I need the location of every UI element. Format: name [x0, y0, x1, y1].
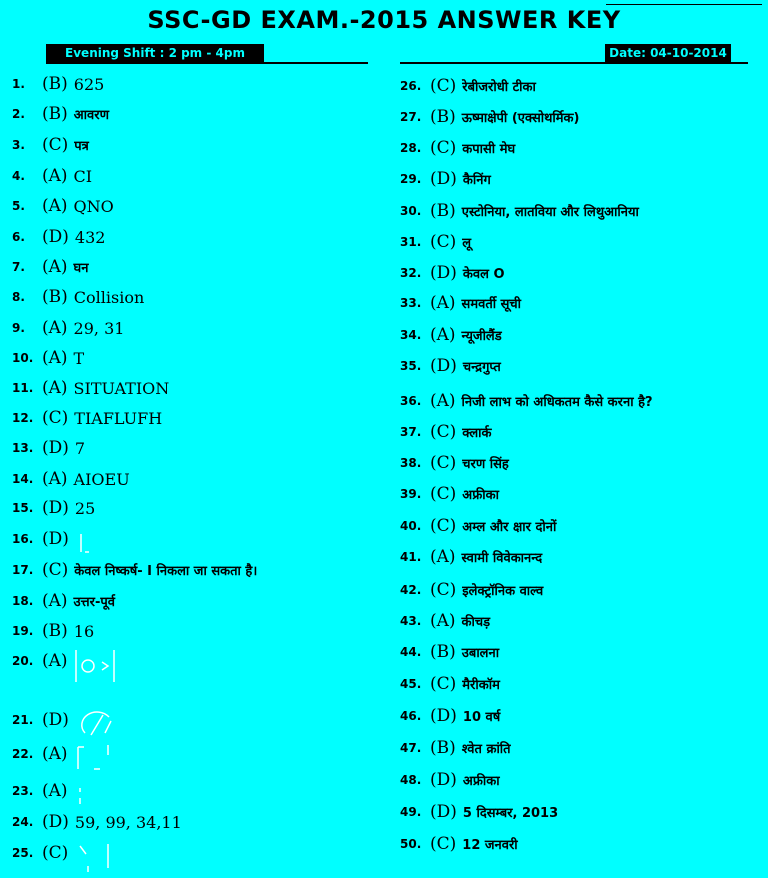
question-number: 14. [12, 472, 34, 486]
question-number: 47. [400, 741, 422, 755]
answer-option: (A) [430, 293, 456, 313]
answer-row [12, 344, 84, 372]
divider-right [400, 62, 748, 64]
answer-text: T [73, 348, 85, 368]
answer-text: इलेक्ट्रॉनिक वाल्व [462, 584, 544, 599]
question-number: 6. [12, 230, 25, 244]
answer-text: केवल निष्कर्ष- I निकला जा सकता है। [74, 564, 258, 579]
answer-row [12, 70, 104, 98]
answer-row [12, 494, 95, 522]
question-number: 8. [12, 290, 25, 304]
answer-row [12, 100, 109, 128]
answer-text: लू [462, 236, 472, 251]
question-number: 25. [12, 846, 34, 860]
answer-row [12, 465, 130, 493]
answer-option: (A) [430, 547, 456, 567]
answer-row [12, 404, 162, 432]
figure-answer-22 [74, 741, 118, 767]
answer-text: TIAFLUFH [74, 408, 163, 428]
answer-text: 625 [73, 74, 105, 94]
answer-option: (A) [42, 781, 68, 801]
question-number: 33. [400, 296, 422, 310]
answer-option: (B) [430, 738, 456, 758]
question-number: 44. [400, 645, 422, 659]
question-number: 49. [400, 805, 422, 819]
answer-row [400, 638, 499, 666]
answer-text: QNO [73, 196, 114, 216]
question-number: 43. [400, 614, 422, 628]
answer-row [12, 253, 88, 281]
answer-row [400, 576, 543, 604]
answer-option: (D) [430, 263, 457, 283]
answer-row [400, 72, 536, 100]
date-badge: Date: 04-10-2014 [605, 44, 731, 62]
answer-text: स्वामी विवेकानन्द [461, 551, 543, 566]
answer-option: (C) [430, 138, 457, 158]
answer-option: (A) [42, 591, 68, 611]
answer-option: (B) [42, 287, 68, 307]
answer-option: (C) [42, 843, 69, 863]
answer-option: (B) [430, 107, 456, 127]
answer-text: घन [73, 261, 89, 276]
answer-option: (D) [430, 706, 457, 726]
question-number: 35. [400, 359, 422, 373]
answer-option: (D) [430, 770, 457, 790]
question-number: 28. [400, 141, 422, 155]
answer-text: ऊष्माक्षेपी (एक्सोथर्मिक) [461, 111, 580, 126]
question-number: 12. [12, 411, 34, 425]
figure-answer-23 [74, 778, 118, 804]
answer-row [12, 192, 114, 220]
answer-option: (A) [42, 257, 68, 277]
question-number: 23. [12, 784, 34, 798]
answer-option: (A) [42, 744, 68, 764]
question-number: 13. [12, 441, 34, 455]
answer-row [400, 830, 518, 858]
answer-option: (D) [42, 812, 69, 832]
answer-row [400, 228, 471, 256]
question-number: 48. [400, 773, 422, 787]
question-number: 46. [400, 709, 422, 723]
answer-text: 12 जनवरी [462, 838, 518, 853]
question-number: 3. [12, 138, 25, 152]
answer-option: (A) [430, 611, 456, 631]
answer-row [400, 670, 500, 698]
answer-row [400, 734, 511, 762]
answer-row [12, 374, 169, 402]
answer-text: निजी लाभ को अधिकतम कैसे करना है? [461, 395, 653, 410]
answer-option: (C) [430, 484, 457, 504]
answer-option: (A) [430, 391, 456, 411]
answer-text: रेबीजरोधी टीका [462, 80, 536, 95]
answer-option: (C) [42, 135, 69, 155]
figure-answer-21 [75, 707, 119, 733]
answer-row [400, 289, 521, 317]
answer-option: (C) [430, 834, 457, 854]
answer-row [12, 839, 118, 867]
answer-row [12, 314, 124, 342]
answer-option: (C) [430, 232, 457, 252]
question-number: 38. [400, 456, 422, 470]
answer-option: (C) [430, 422, 457, 442]
answer-option: (D) [42, 438, 69, 458]
question-number: 40. [400, 519, 422, 533]
answer-text: Collision [73, 287, 145, 307]
answer-row [400, 197, 639, 225]
answer-option: (C) [42, 560, 69, 580]
answer-option: (D) [430, 169, 457, 189]
answer-option: (D) [42, 710, 69, 730]
figure-answer-25 [74, 840, 118, 866]
answer-text: AIOEU [73, 469, 130, 489]
answer-row [12, 131, 89, 159]
answer-row [400, 103, 579, 131]
question-number: 20. [12, 654, 34, 668]
answer-row [12, 740, 118, 768]
answer-option: (D) [42, 498, 69, 518]
answer-row [400, 702, 500, 730]
question-number: 22. [12, 747, 34, 761]
answer-option: (C) [430, 580, 457, 600]
answer-row [12, 283, 144, 311]
question-number: 36. [400, 394, 422, 408]
answer-row [12, 706, 119, 734]
answer-text: 5 दिसम्बर, 2013 [462, 806, 559, 821]
answer-text: उत्तर-पूर्व [73, 595, 115, 610]
question-number: 24. [12, 815, 34, 829]
answer-text: न्यूजीलैंड [461, 329, 502, 344]
question-number: 5. [12, 199, 25, 213]
answer-option: (B) [430, 642, 456, 662]
answer-row [400, 798, 558, 826]
answer-row [400, 480, 499, 508]
answer-row [400, 607, 490, 635]
answer-text: 16 [73, 621, 95, 641]
answer-option: (A) [42, 196, 68, 216]
answer-text: समवर्ती सूची [461, 297, 522, 312]
answer-row [12, 777, 118, 805]
answer-row [400, 418, 492, 446]
question-number: 15. [12, 501, 34, 515]
question-number: 39. [400, 487, 422, 501]
answer-option: (A) [42, 348, 68, 368]
answer-text: अफ्रीका [462, 774, 500, 789]
answer-text: SITUATION [73, 378, 170, 398]
answer-row [12, 647, 118, 675]
question-number: 27. [400, 110, 422, 124]
answer-option: (B) [430, 201, 456, 221]
answer-text: श्वेत क्रांति [461, 742, 511, 757]
answer-option: (B) [42, 621, 68, 641]
answer-option: (A) [42, 378, 68, 398]
answer-text: 432 [74, 227, 106, 247]
question-number: 19. [12, 624, 34, 638]
answer-row [400, 321, 502, 349]
divider-left [46, 62, 368, 64]
answer-text: 10 वर्ष [462, 710, 501, 725]
question-number: 4. [12, 169, 25, 183]
shift-badge: Evening Shift : 2 pm - 4pm [46, 44, 264, 62]
answer-row [12, 525, 119, 553]
answer-option: (D) [430, 356, 457, 376]
answer-row [400, 387, 653, 415]
answer-text: उबालना [461, 646, 500, 661]
answer-text: अफ्रीका [462, 488, 499, 503]
answer-row [12, 223, 105, 251]
question-number: 42. [400, 583, 422, 597]
question-number: 30. [400, 204, 422, 218]
answer-text: 59, 99, 34,11 [74, 812, 182, 832]
answer-option: (C) [42, 408, 69, 428]
answer-text: CI [73, 166, 93, 186]
question-number: 29. [400, 172, 422, 186]
answer-row [400, 165, 491, 193]
answer-text: कपासी मेघ [462, 142, 516, 157]
answer-text: चरण सिंह [462, 457, 509, 472]
answer-text: आवरण [73, 108, 109, 123]
answer-option: (A) [42, 469, 68, 489]
answer-option: (D) [430, 802, 457, 822]
answer-option: (A) [430, 325, 456, 345]
answer-option: (C) [430, 453, 457, 473]
answer-option: (D) [42, 529, 69, 549]
answer-row [12, 617, 94, 645]
question-number: 41. [400, 550, 422, 564]
answer-row [12, 587, 115, 615]
answer-option: (B) [42, 104, 68, 124]
page-title: SSC-GD EXAM.-2015 ANSWER KEY [147, 6, 621, 34]
answer-row [12, 162, 92, 190]
answer-text: चन्द्रगुप्त [462, 360, 501, 375]
question-number: 31. [400, 235, 422, 249]
answer-text: क्लार्क [462, 426, 492, 441]
answer-text: 7 [74, 438, 86, 458]
answer-option: (C) [430, 76, 457, 96]
answer-option: (C) [430, 516, 457, 536]
question-number: 18. [12, 594, 34, 608]
answer-row [400, 259, 505, 287]
question-number: 32. [400, 266, 422, 280]
answer-text: अम्ल और क्षार दोनों [462, 520, 557, 535]
answer-text: 29, 31 [73, 318, 125, 338]
answer-row [12, 434, 85, 462]
question-number: 16. [12, 532, 34, 546]
answer-option: (A) [42, 166, 68, 186]
answer-row [400, 512, 556, 540]
question-number: 45. [400, 677, 422, 691]
answer-row [400, 543, 542, 571]
question-number: 26. [400, 79, 422, 93]
question-number: 17. [12, 563, 34, 577]
answer-option: (B) [42, 74, 68, 94]
answer-row [12, 808, 182, 836]
question-number: 10. [12, 351, 34, 365]
answer-option: (A) [42, 651, 68, 671]
answer-row [400, 766, 500, 794]
question-number: 2. [12, 107, 25, 121]
answer-text: केवल O [462, 267, 505, 282]
question-number: 50. [400, 837, 422, 851]
question-number: 34. [400, 328, 422, 342]
answer-row [400, 134, 515, 162]
answer-text: एस्टोनिया, लातविया और लिथुआनिया [461, 205, 639, 220]
answer-text: 25 [74, 498, 96, 518]
figure-answer-20 [74, 648, 118, 674]
question-number: 21. [12, 713, 34, 727]
question-number: 37. [400, 425, 422, 439]
question-number: 7. [12, 260, 25, 274]
question-number: 1. [12, 77, 25, 91]
answer-option: (A) [42, 318, 68, 338]
answer-row [12, 556, 257, 584]
answer-text: पत्र [74, 139, 89, 154]
answer-row [400, 352, 501, 380]
question-number: 11. [12, 381, 34, 395]
top-rule [606, 4, 762, 5]
answer-option: (D) [42, 227, 69, 247]
answer-text: मैरीकॉम [462, 678, 500, 693]
figure-answer-16 [75, 526, 119, 552]
answer-option: (C) [430, 674, 457, 694]
answer-text: कीचड़ [461, 615, 491, 630]
answer-text: कैनिंग [462, 173, 491, 188]
answer-row [400, 449, 509, 477]
question-number: 9. [12, 321, 25, 335]
